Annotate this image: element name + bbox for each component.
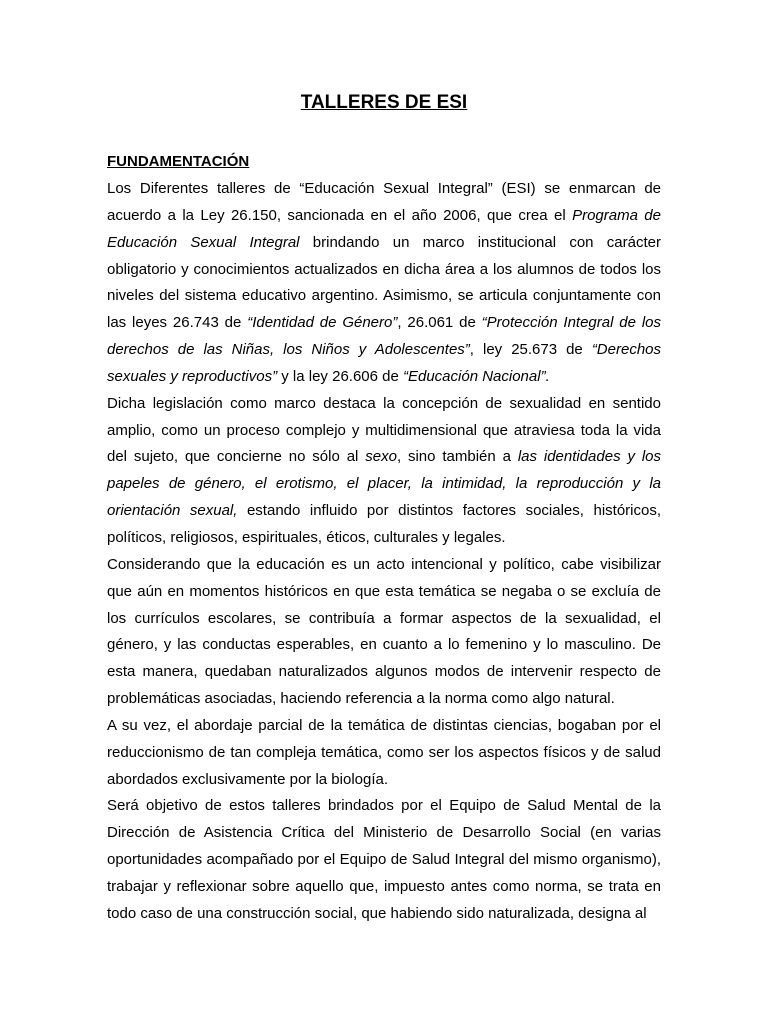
text-run: , ley 25.673 de <box>469 341 592 359</box>
paragraph-3: Considerando que la educación es un acto intencional y político, cabe visibilizar que aún en momentos históricos en que esta temática se negaba o se excluía de los currículos escolares, se contribuía a formar aspectos de la sexualidad, el género, y las conductas esperables, en cuanto a lo femenino y lo masculino. De esta manera, quedaban naturalizados algunos modos de intervenir respecto de problemáticas asociadas, haciendo referencia a la norma como algo natural. <box>107 555 661 708</box>
italic-run: “Educación Nacional”. <box>403 367 550 385</box>
text-run: Los Diferentes talleres de “Educación Sexual Integral” (ESI) se enmarcan de acuerdo a la Ley 26.150, sancionada en el año 2006, que crea el <box>107 180 661 224</box>
text-run: , sino también a <box>396 448 518 466</box>
paragraph-5: Será objetivo de estos talleres brindados por el Equipo de Salud Mental de la Dirección de Asistencia Crítica del Ministerio de Desarrollo Social (en varias oportunidades acompañado por el Equipo de Salud Integral del mismo organismo), trabajar y reflexionar sobre aquello que, impuesto antes como norma, se trata en todo caso de una construcción social, que habiendo sido naturalizada, designa al <box>107 797 661 922</box>
paragraph-1 <box>107 176 661 391</box>
italic-run: “Derechos sexuales y reproductivos” <box>107 341 662 385</box>
italic-run: Programa de Educación Sexual Integral <box>107 206 661 251</box>
text-run: y la ley 26.606 de <box>277 367 403 385</box>
text-run: , 26.061 de <box>397 314 482 332</box>
paragraph-4: A su vez, el abordaje parcial de la temática de distintas ciencias, bogaban por el reduccionismo de tan compleja temática, como ser los aspectos físicos y de salud abordados exclusivamente por la biología. <box>107 716 661 788</box>
italic-run: las identidades y los papeles de género, el erotismo, el placer, la intimidad, la reproducción y la orientación sexual, <box>107 448 661 520</box>
text-run: Dicha legislación como marco destaca la concepción de sexualidad en sentido amplio, como un proceso complejo y multidimensional que atraviesa toda la vida del sujeto, que concierne no sólo al <box>107 394 661 466</box>
document-body <box>107 176 661 928</box>
section-heading: FUNDAMENTACIÓN <box>107 153 250 170</box>
document-title: TALLERES DE ESI <box>300 92 468 113</box>
italic-run: sexo <box>365 448 397 466</box>
paragraph-2 <box>107 391 661 552</box>
italic-run: “Protección Integral de los derechos de las Niñas, los Niños y Adolescentes” <box>107 314 662 359</box>
text-run: estando influido por distintos factores sociales, históricos, políticos, religiosos, espirituales, éticos, culturales y legales. <box>107 502 661 546</box>
text-run: brindando un marco institucional con carácter obligatorio y conocimientos actualizados en dicha área a los alumnos de todos los niveles del sistema educativo argentino. Asimismo, se articula conjuntamente con las leyes 26.743 de <box>107 233 661 332</box>
italic-run: “Identidad de Género” <box>247 314 398 332</box>
